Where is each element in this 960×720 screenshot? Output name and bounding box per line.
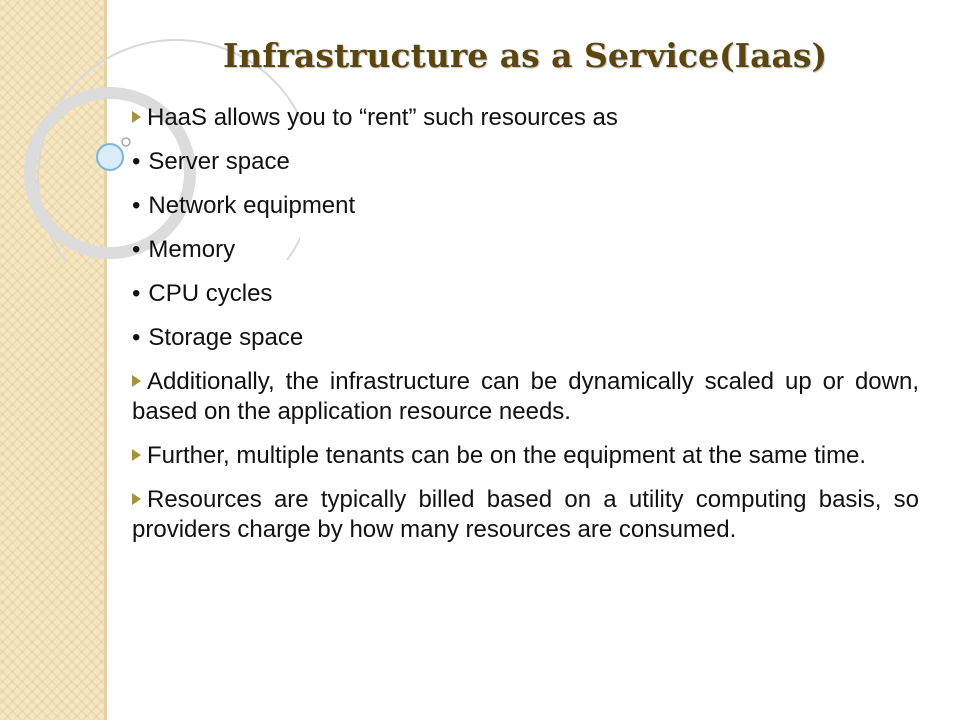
line-text: CPU cycles — [148, 280, 273, 307]
content-line — [132, 367, 919, 427]
line-text: Additionally, the infrastructure can be dynamically scaled up or down, based on the application resource needs. — [132, 368, 919, 425]
line-text: Storage space — [148, 324, 304, 351]
slide-title: Infrastructure as a Service(Iaas) — [222, 36, 828, 75]
content-line — [132, 441, 919, 471]
line-text: Resources are typically billed based on a utility computing basis, so providers charge by how many resources are consumed. — [132, 486, 919, 543]
content-line — [132, 323, 919, 353]
bullet-icon: • — [132, 148, 141, 175]
bullet-icon: • — [132, 324, 141, 351]
line-text: Further, multiple tenants can be on the equipment at the same time. — [147, 442, 867, 469]
side-strip-edge — [104, 0, 107, 720]
slide-content — [132, 96, 919, 559]
content-line — [132, 147, 919, 177]
content-line — [132, 485, 919, 545]
arrow-bullet-icon — [132, 493, 141, 505]
arrow-bullet-icon — [132, 449, 141, 461]
side-strip — [0, 0, 104, 720]
bullet-icon: • — [132, 236, 141, 263]
line-text: HaaS allows you to “rent” such resources as — [147, 104, 618, 131]
content-line — [132, 235, 919, 265]
content-line — [132, 279, 919, 309]
arrow-bullet-icon — [132, 111, 141, 123]
arrow-bullet-icon — [132, 375, 141, 387]
content-line — [132, 191, 919, 221]
content-line — [132, 103, 919, 133]
line-text: Network equipment — [148, 192, 356, 219]
small-dot — [122, 138, 130, 146]
line-text: Memory — [148, 236, 236, 263]
bullet-icon: • — [132, 280, 141, 307]
bullet-icon: • — [132, 192, 141, 219]
line-text: Server space — [148, 148, 290, 175]
